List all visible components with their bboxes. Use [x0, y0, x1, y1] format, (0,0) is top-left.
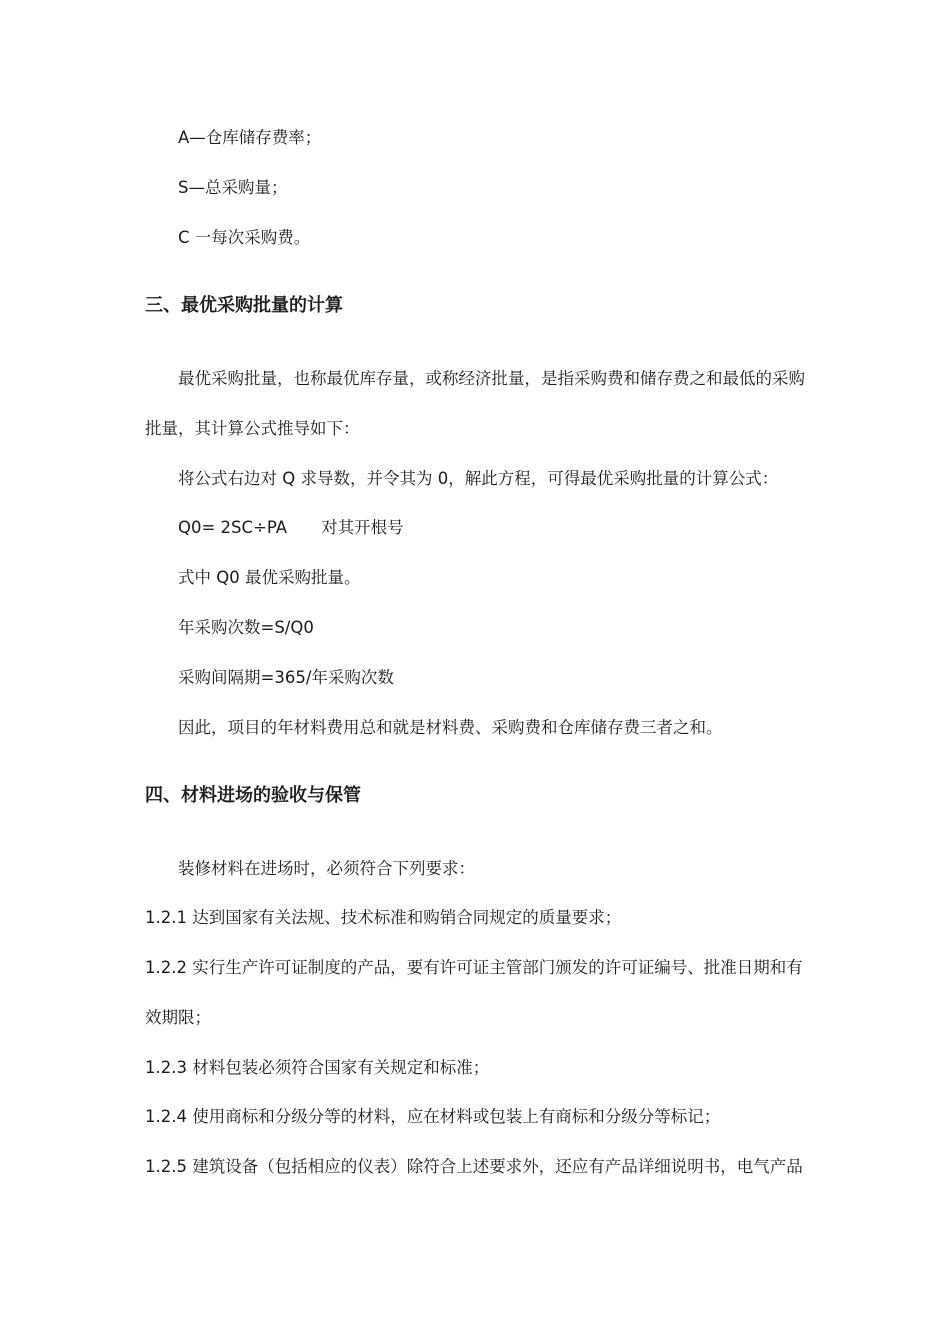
definition-s: S—总采购量； [178, 178, 288, 197]
section-3-conclusion: 因此，项目的年材料费用总和就是材料费、采购费和仓库储存费三者之和。 [178, 718, 723, 737]
section-3-para1-line2: 批量，其计算公式推导如下： [145, 419, 360, 438]
list-item: 1.2.4 使用商标和分级分等的材料，应在材料或包装上有商标和分级分等标记； [145, 1107, 721, 1126]
list-item: 1.2.1 达到国家有关法规、技术标准和购销合同规定的质量要求； [145, 908, 622, 927]
section-3-para2: 将公式右边对 Q 求导数，并令其为 0，解此方程，可得最优采购批量的计算公式： [178, 469, 779, 488]
section-3-para1-line1: 最优采购批量，也称最优库存量，或称经济批量，是指采购费和储存费之和最低的采购 [178, 369, 805, 388]
formula: Q0= 2SC÷PA [178, 518, 288, 537]
list-item: 1.2.5 建筑设备（包括相应的仪表）除符合上述要求外，还应有产品详细说明书，电气产品 [145, 1157, 803, 1176]
annual-purchase-count: 年采购次数=S/Q0 [178, 618, 314, 637]
definition-a: A—仓库储存费率； [178, 128, 322, 147]
formula-line [178, 516, 404, 540]
list-item-continuation: 效期限； [145, 1008, 211, 1027]
section-4-intro: 装修材料在进场时，必须符合下列要求： [178, 859, 475, 878]
formula-note: 对其开根号 [321, 518, 404, 537]
section-4-heading: 四、材料进场的验收与保管 [145, 785, 361, 806]
section-3-heading: 三、最优采购批量的计算 [145, 295, 343, 316]
definition-c: C 一每次采购费。 [178, 228, 311, 247]
purchase-interval: 采购间隔期=365/年采购次数 [178, 668, 394, 687]
list-item: 1.2.2 实行生产许可证制度的产品，要有许可证主管部门颁发的许可证编号、批准日期和有 [145, 958, 803, 977]
list-item: 1.2.3 材料包装必须符合国家有关规定和标准； [145, 1058, 490, 1077]
formula-where: 式中 Q0 最优采购批量。 [178, 568, 361, 587]
